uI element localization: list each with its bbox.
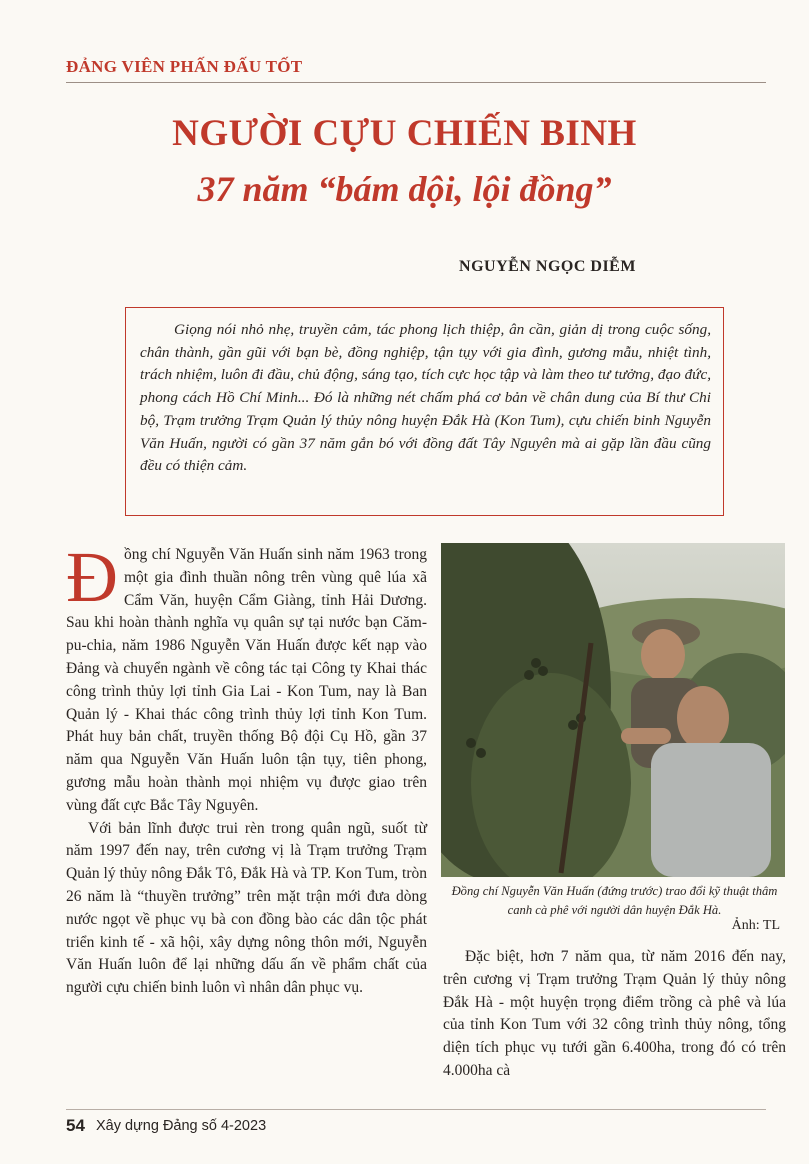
article-subtitle: 37 năm “bám dội, lội đồng” <box>197 169 612 209</box>
page-number: 54 <box>66 1116 85 1135</box>
body-paragraph-2: Với bản lĩnh được trui rèn trong quân ngũ, suốt từ năm 1997 đến nay, trên cương vị là Trạm trưởng Trạm Quản lý thủy nông Đắk Tô, Đắk Hà và TP. Kon Tum, tròn 26 năm là “thuyền trưởng” trên mặt trận mới đưa dòng nước ngọt về phục vụ bà con đồng bào các dân tộc phát triển kinh tế - xã hội, xây dựng nông thôn mới, Nguyễn Văn Huấn luôn để lại những dấu ấn về phẩm chất của người cựu chiến binh luôn vì nhân dân phục vụ. <box>66 819 427 997</box>
lead-paragraph-box: Giọng nói nhỏ nhẹ, truyền cảm, tác phong lịch thiệp, ân cần, giản dị trong cuộc sống, chân thành, gần gũi với bạn bè, đồng nghiệp, tận tụy với gia đình, gương mẫu, nhiệt tình, trách nhiệm, luôn đi đầu, chủ động, sáng tạo, tích cực học tập và làm theo tư tưởng, đạo đức, phong cách Hồ Chí Minh... Đó là những nét chấm phá cơ bản về chân dung của Bí thư Chi bộ, Trạm trưởng Trạm Quản lý thủy nông huyện Đắk Hà (Kon Tum), cựu chiến binh Nguyễn Văn Huấn, người có gần 37 năm gắn bó với đồng đất Tây Nguyên mà ai gặp lần đầu cũng đều có thiện cảm. <box>125 307 724 516</box>
section-label: ĐẢNG VIÊN PHẤN ĐẤU TỐT <box>66 57 303 76</box>
paragraph-1-text: ồng chí Nguyễn Văn Huấn sinh năm 1963 trong một gia đình thuần nông trên vùng quê lúa xã Cẩm Văn, huyện Cẩm Giàng, tỉnh Hải Dương. Sau khi hoàn thành nghĩa vụ quân sự tại nước bạn Căm-pu-chia, năm 1986 Nguyễn Văn Huấn được kết nạp vào Đảng và chuyển ngành về công tác tại Công ty Khai thác công trình thủy lợi tỉnh Gia Lai - Kon Tum, nay là Ban Quản lý - Khai thác công trình thủy lợi tỉnh Kon Tum. Phát huy bản chất, truyền thống Bộ đội Cụ Hồ, gần 37 năm qua Nguyễn Văn Huấn luôn tận tụy, tiên phong, gương mẫu hoàn thành mọi nhiệm vụ được giao trên vùng đất cực Bắc Tây Nguyên. <box>66 546 427 814</box>
coffee-farm-photo-illustration <box>441 543 785 877</box>
body-right-column: Đặc biệt, hơn 7 năm qua, từ năm 2016 đến nay, trên cương vị Trạm trưởng Trạm Quản lý thủy nông Đắk Hà - một huyện trọng điểm trồng cà phê và lúa của tỉnh Kon Tum với 32 công trình thủy nông, tổng diện tích phục vụ tưới gần 6.400ha, trong đó có trên 4.000ha cà <box>443 948 786 1079</box>
footer-divider <box>66 1109 766 1110</box>
body-paragraph-1 <box>66 537 427 818</box>
body-left-column <box>66 537 427 1000</box>
article-photo <box>441 543 785 877</box>
journal-name: Xây dựng Đảng số 4-2023 <box>96 1118 267 1134</box>
photo-caption: Đồng chí Nguyễn Văn Huấn (đứng trước) trao đổi kỹ thuật thâm canh cà phê với người dân huyện Đắk Hà. <box>451 884 778 917</box>
article-title: NGƯỜI CỰU CHIẾN BINH <box>172 113 637 154</box>
section-divider <box>66 82 766 83</box>
photo-credit: Ảnh: TL <box>731 918 780 933</box>
drop-cap: Đ <box>66 537 118 617</box>
author-byline: NGUYỄN NGỌC DIỄM <box>459 258 636 275</box>
